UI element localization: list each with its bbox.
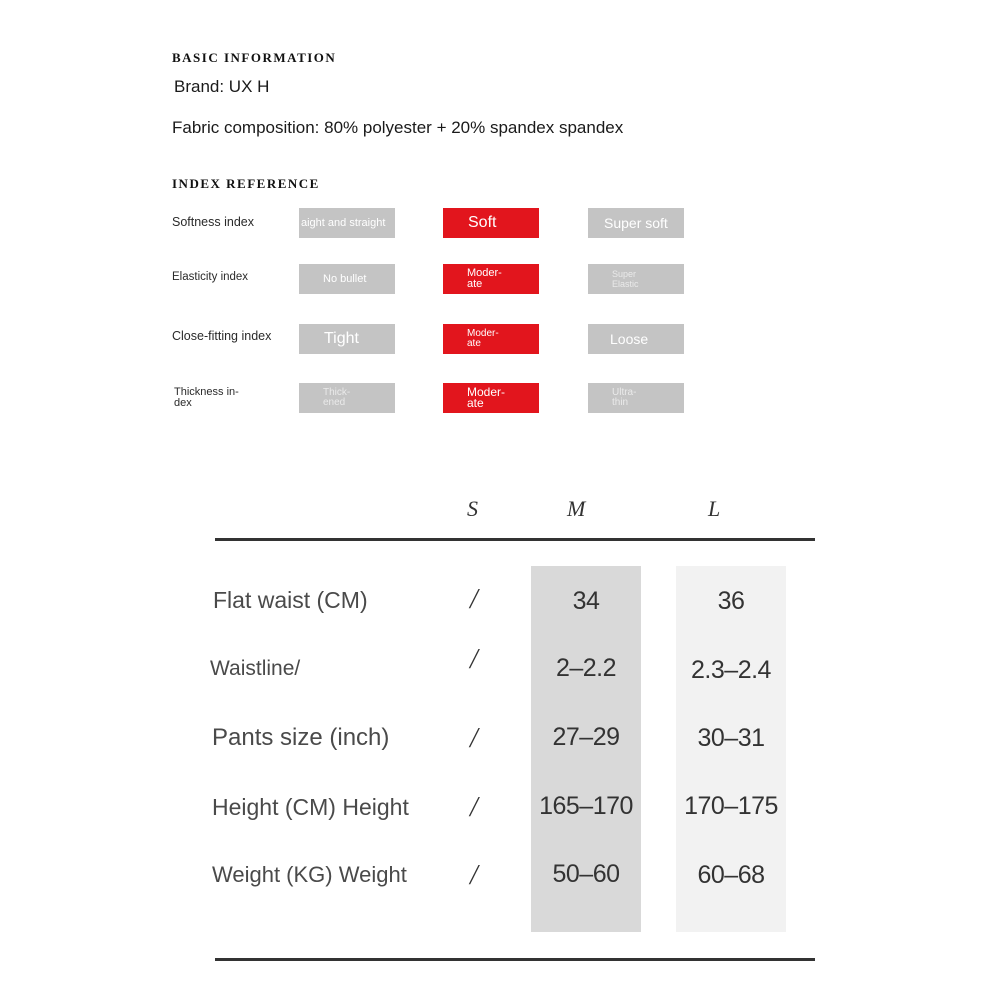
elasticity-index-label: Elasticity index (172, 271, 249, 283)
row-label-height: Height (CM) Height (212, 794, 409, 820)
close-fitting-index-label: Close-fitting index (172, 329, 272, 343)
cell-pants-size-s: / (470, 723, 478, 754)
thickness-index-label: Thickness in- dex (174, 386, 239, 409)
cell-flat-waist-s: / (470, 584, 478, 615)
size-column-s: S (467, 496, 478, 521)
cell-waistline-l: 2.3–2.4 (691, 656, 771, 684)
row-label-weight: Weight (KG) Weight (212, 862, 407, 887)
cell-waistline-m: 2–2.2 (555, 654, 617, 682)
brand-text: Brand: UX H (174, 77, 270, 96)
row-label-waistline: Waistline/ (210, 657, 301, 680)
size-column-m: M (567, 496, 586, 521)
close-fitting-option-loose: Loose (588, 324, 684, 354)
table-bottom-rule (215, 958, 815, 961)
elasticity-option-moderate: Moder- ate (443, 264, 539, 294)
cell-weight-s: / (470, 860, 478, 891)
cell-weight-l: 60–68 (697, 861, 765, 889)
cell-flat-waist-l: 36 (717, 587, 745, 615)
basic-info-heading: BASIC INFORMATION (172, 50, 337, 65)
softness-option-super-soft: Super soft (588, 208, 684, 238)
thickness-option-ultra-thin: Ultra- thin (588, 383, 684, 413)
cell-height-l: 170–175 (684, 792, 778, 820)
row-label-pants-size: Pants size (inch) (212, 724, 390, 751)
softness-option-stiff: aight and straight (299, 208, 395, 238)
thickness-option-thickened: Thick- ened (299, 383, 395, 413)
elasticity-option-super-elastic: Super Elastic (588, 264, 684, 294)
row-label-flat-waist: Flat waist (CM) (213, 587, 368, 613)
thickness-option-moderate: Moder- ate (443, 383, 539, 413)
cell-flat-waist-m: 34 (572, 587, 600, 615)
index-reference-heading: INDEX REFERENCE (172, 176, 320, 191)
cell-pants-size-l: 30–31 (697, 724, 765, 752)
table-top-rule (215, 538, 815, 541)
fabric-composition-text: Fabric composition: 80% polyester + 20% spandex spandex (172, 118, 624, 137)
elasticity-option-no-bullet: No bullet (299, 264, 395, 294)
cell-waistline-s: / (470, 644, 478, 675)
cell-weight-m: 50–60 (552, 860, 620, 888)
softness-index-label: Softness index (172, 215, 254, 229)
close-fitting-option-tight: Tight (299, 324, 395, 354)
cell-pants-size-m: 27–29 (552, 723, 620, 751)
cell-height-m: 165–170 (539, 792, 633, 820)
close-fitting-option-moderate: Moder- ate (443, 324, 539, 354)
size-column-l: L (708, 496, 721, 521)
softness-option-soft: Soft (443, 208, 539, 238)
cell-height-s: / (470, 792, 478, 823)
